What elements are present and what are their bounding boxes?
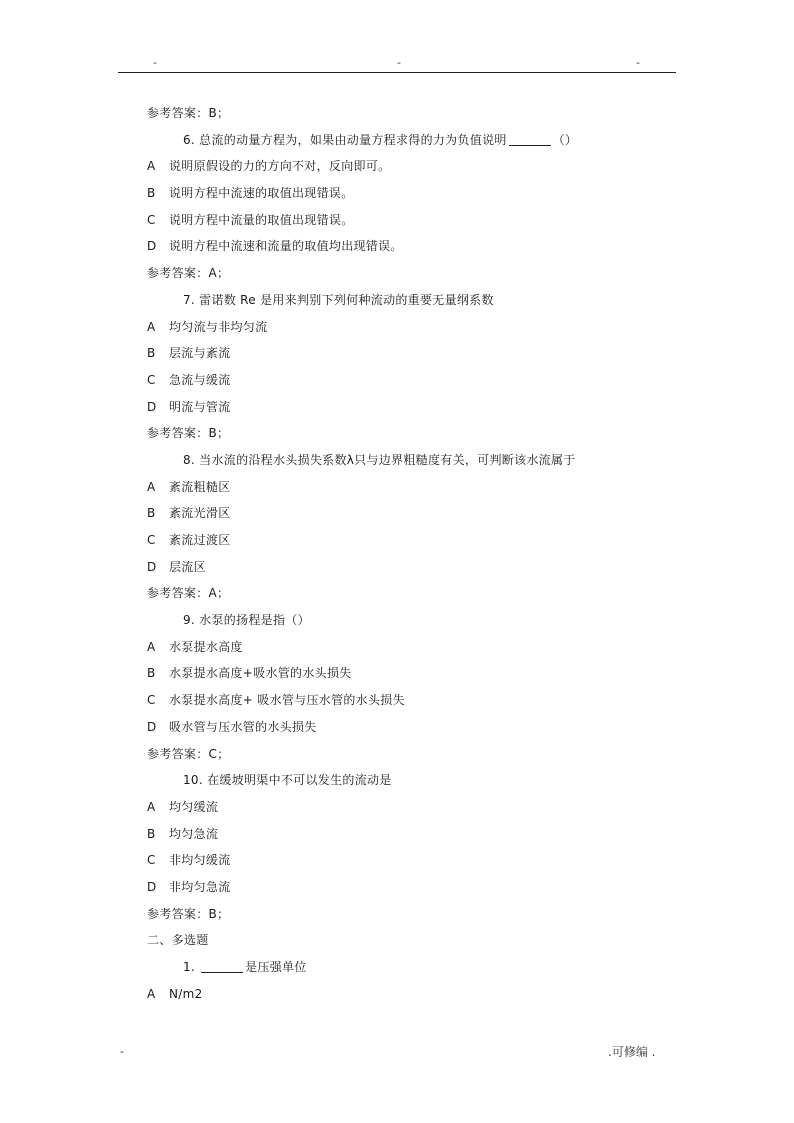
option-letter: D <box>147 879 157 894</box>
option-letter: D <box>147 239 157 254</box>
option-letter: D <box>147 719 157 734</box>
header-mark-right: - <box>636 56 640 69</box>
option-line <box>147 153 687 180</box>
option-text: 非均匀缓流 <box>169 853 231 868</box>
option-text: 紊流粗糙区 <box>169 479 231 494</box>
answer-text: 参考答案：B； <box>147 106 230 120</box>
question-line <box>147 767 687 794</box>
answer-text: 参考答案：B； <box>147 426 230 441</box>
option-letter: C <box>147 533 156 547</box>
option-letter: B <box>147 506 156 521</box>
option-letter: C <box>147 212 156 227</box>
section-heading-text: 二、多选题 <box>147 933 209 948</box>
question-text-suffix: 是压强单位 <box>245 960 307 974</box>
question-text: 8. 当水流的沿程水头损失系数λ只与边界粗糙度有关，可判断该水流属于 <box>183 452 576 467</box>
option-text: 非均匀急流 <box>169 879 231 894</box>
answer-text: 参考答案：A； <box>147 266 230 281</box>
option-line <box>147 874 687 901</box>
option-text: 急流与缓流 <box>169 372 231 387</box>
option-letter: A <box>147 799 156 814</box>
answer-text: 参考答案：C； <box>147 746 230 761</box>
option-letter: B <box>147 186 156 201</box>
section-heading <box>147 927 687 954</box>
option-line <box>147 340 687 367</box>
question-text: 7. 雷诺数 Re 是用来判别下列何种流动的重要无量纲系数 <box>183 292 494 307</box>
option-line <box>147 714 687 741</box>
option-text: 说明方程中流量的取值出现错误。 <box>169 212 354 227</box>
option-text: 水泵提水高度+ 吸水管与压水管的水头损失 <box>169 693 405 708</box>
option-text: 紊流光滑区 <box>169 506 231 521</box>
question-line <box>147 287 687 314</box>
answer-line <box>147 901 687 928</box>
option-line <box>147 794 687 821</box>
option-text: 紊流过渡区 <box>169 533 231 547</box>
option-line <box>147 500 687 527</box>
option-text: 均匀缓流 <box>169 799 219 814</box>
option-letter: A <box>147 479 156 494</box>
option-line <box>147 207 687 234</box>
option-text: 均匀流与非均匀流 <box>169 319 268 334</box>
answer-text: 参考答案：A； <box>147 586 230 601</box>
option-text: 均匀急流 <box>169 826 219 841</box>
option-letter: C <box>147 853 156 868</box>
option-text: 层流与紊流 <box>169 346 231 361</box>
question-line <box>147 447 687 474</box>
answer-line <box>147 100 687 127</box>
option-text: 说明方程中流速的取值出现错误。 <box>169 186 354 201</box>
option-letter: A <box>147 986 156 1001</box>
option-line <box>147 847 687 874</box>
option-letter: A <box>147 159 156 174</box>
option-letter: B <box>147 346 156 361</box>
option-text: 吸水管与压水管的水头损失 <box>169 719 317 734</box>
option-letter: D <box>147 399 157 414</box>
option-line <box>147 394 687 421</box>
question-line <box>147 607 687 634</box>
option-text: N/m2 <box>169 986 203 1001</box>
answer-line <box>147 420 687 447</box>
answer-text: 参考答案：B； <box>147 906 230 921</box>
option-line <box>147 660 687 687</box>
answer-blank <box>201 958 243 973</box>
option-text: 层流区 <box>169 559 206 574</box>
answer-line <box>147 260 687 287</box>
header-rule <box>118 72 676 73</box>
option-line <box>147 474 687 501</box>
document-body <box>147 100 687 1007</box>
option-letter: B <box>147 826 156 841</box>
answer-blank <box>509 131 551 146</box>
question-text: 10. 在缓坡明渠中不可以发生的流动是 <box>183 773 392 788</box>
option-text: 明流与管流 <box>169 399 231 414</box>
option-line <box>147 367 687 394</box>
footer-mark-left: - <box>120 1045 124 1058</box>
option-line <box>147 981 687 1008</box>
option-line <box>147 821 687 848</box>
option-line <box>147 314 687 341</box>
option-text: 水泵提水高度 <box>169 639 243 654</box>
option-letter: A <box>147 319 156 334</box>
question-line <box>147 127 687 154</box>
option-text: 说明原假设的力的方向不对，反向即可。 <box>169 159 391 174</box>
question-text-suffix: （） <box>552 132 578 147</box>
option-text: 水泵提水高度+吸水管的水头损失 <box>169 666 352 681</box>
answer-line <box>147 741 687 768</box>
option-line <box>147 687 687 714</box>
option-letter: D <box>147 559 157 574</box>
header-mark-left: - <box>153 56 157 69</box>
option-letter: C <box>147 372 156 387</box>
footer-editable-note: .可修编 . <box>608 1045 656 1059</box>
question-text: 9. 水泵的扬程是指（） <box>183 613 310 628</box>
option-line <box>147 554 687 581</box>
question-text: 1. <box>183 960 200 974</box>
header-mark-center: - <box>397 56 401 69</box>
option-letter: B <box>147 666 156 681</box>
option-line <box>147 527 687 554</box>
question-text: 6. 总流的动量方程为，如果由动量方程求得的力为负值说明 <box>183 132 507 147</box>
option-letter: A <box>147 639 156 654</box>
option-line <box>147 634 687 661</box>
option-text: 说明方程中流速和流量的取值均出现错误。 <box>169 239 403 254</box>
answer-line <box>147 580 687 607</box>
option-line <box>147 233 687 260</box>
option-line <box>147 180 687 207</box>
option-letter: C <box>147 693 156 708</box>
question-line <box>147 954 687 981</box>
